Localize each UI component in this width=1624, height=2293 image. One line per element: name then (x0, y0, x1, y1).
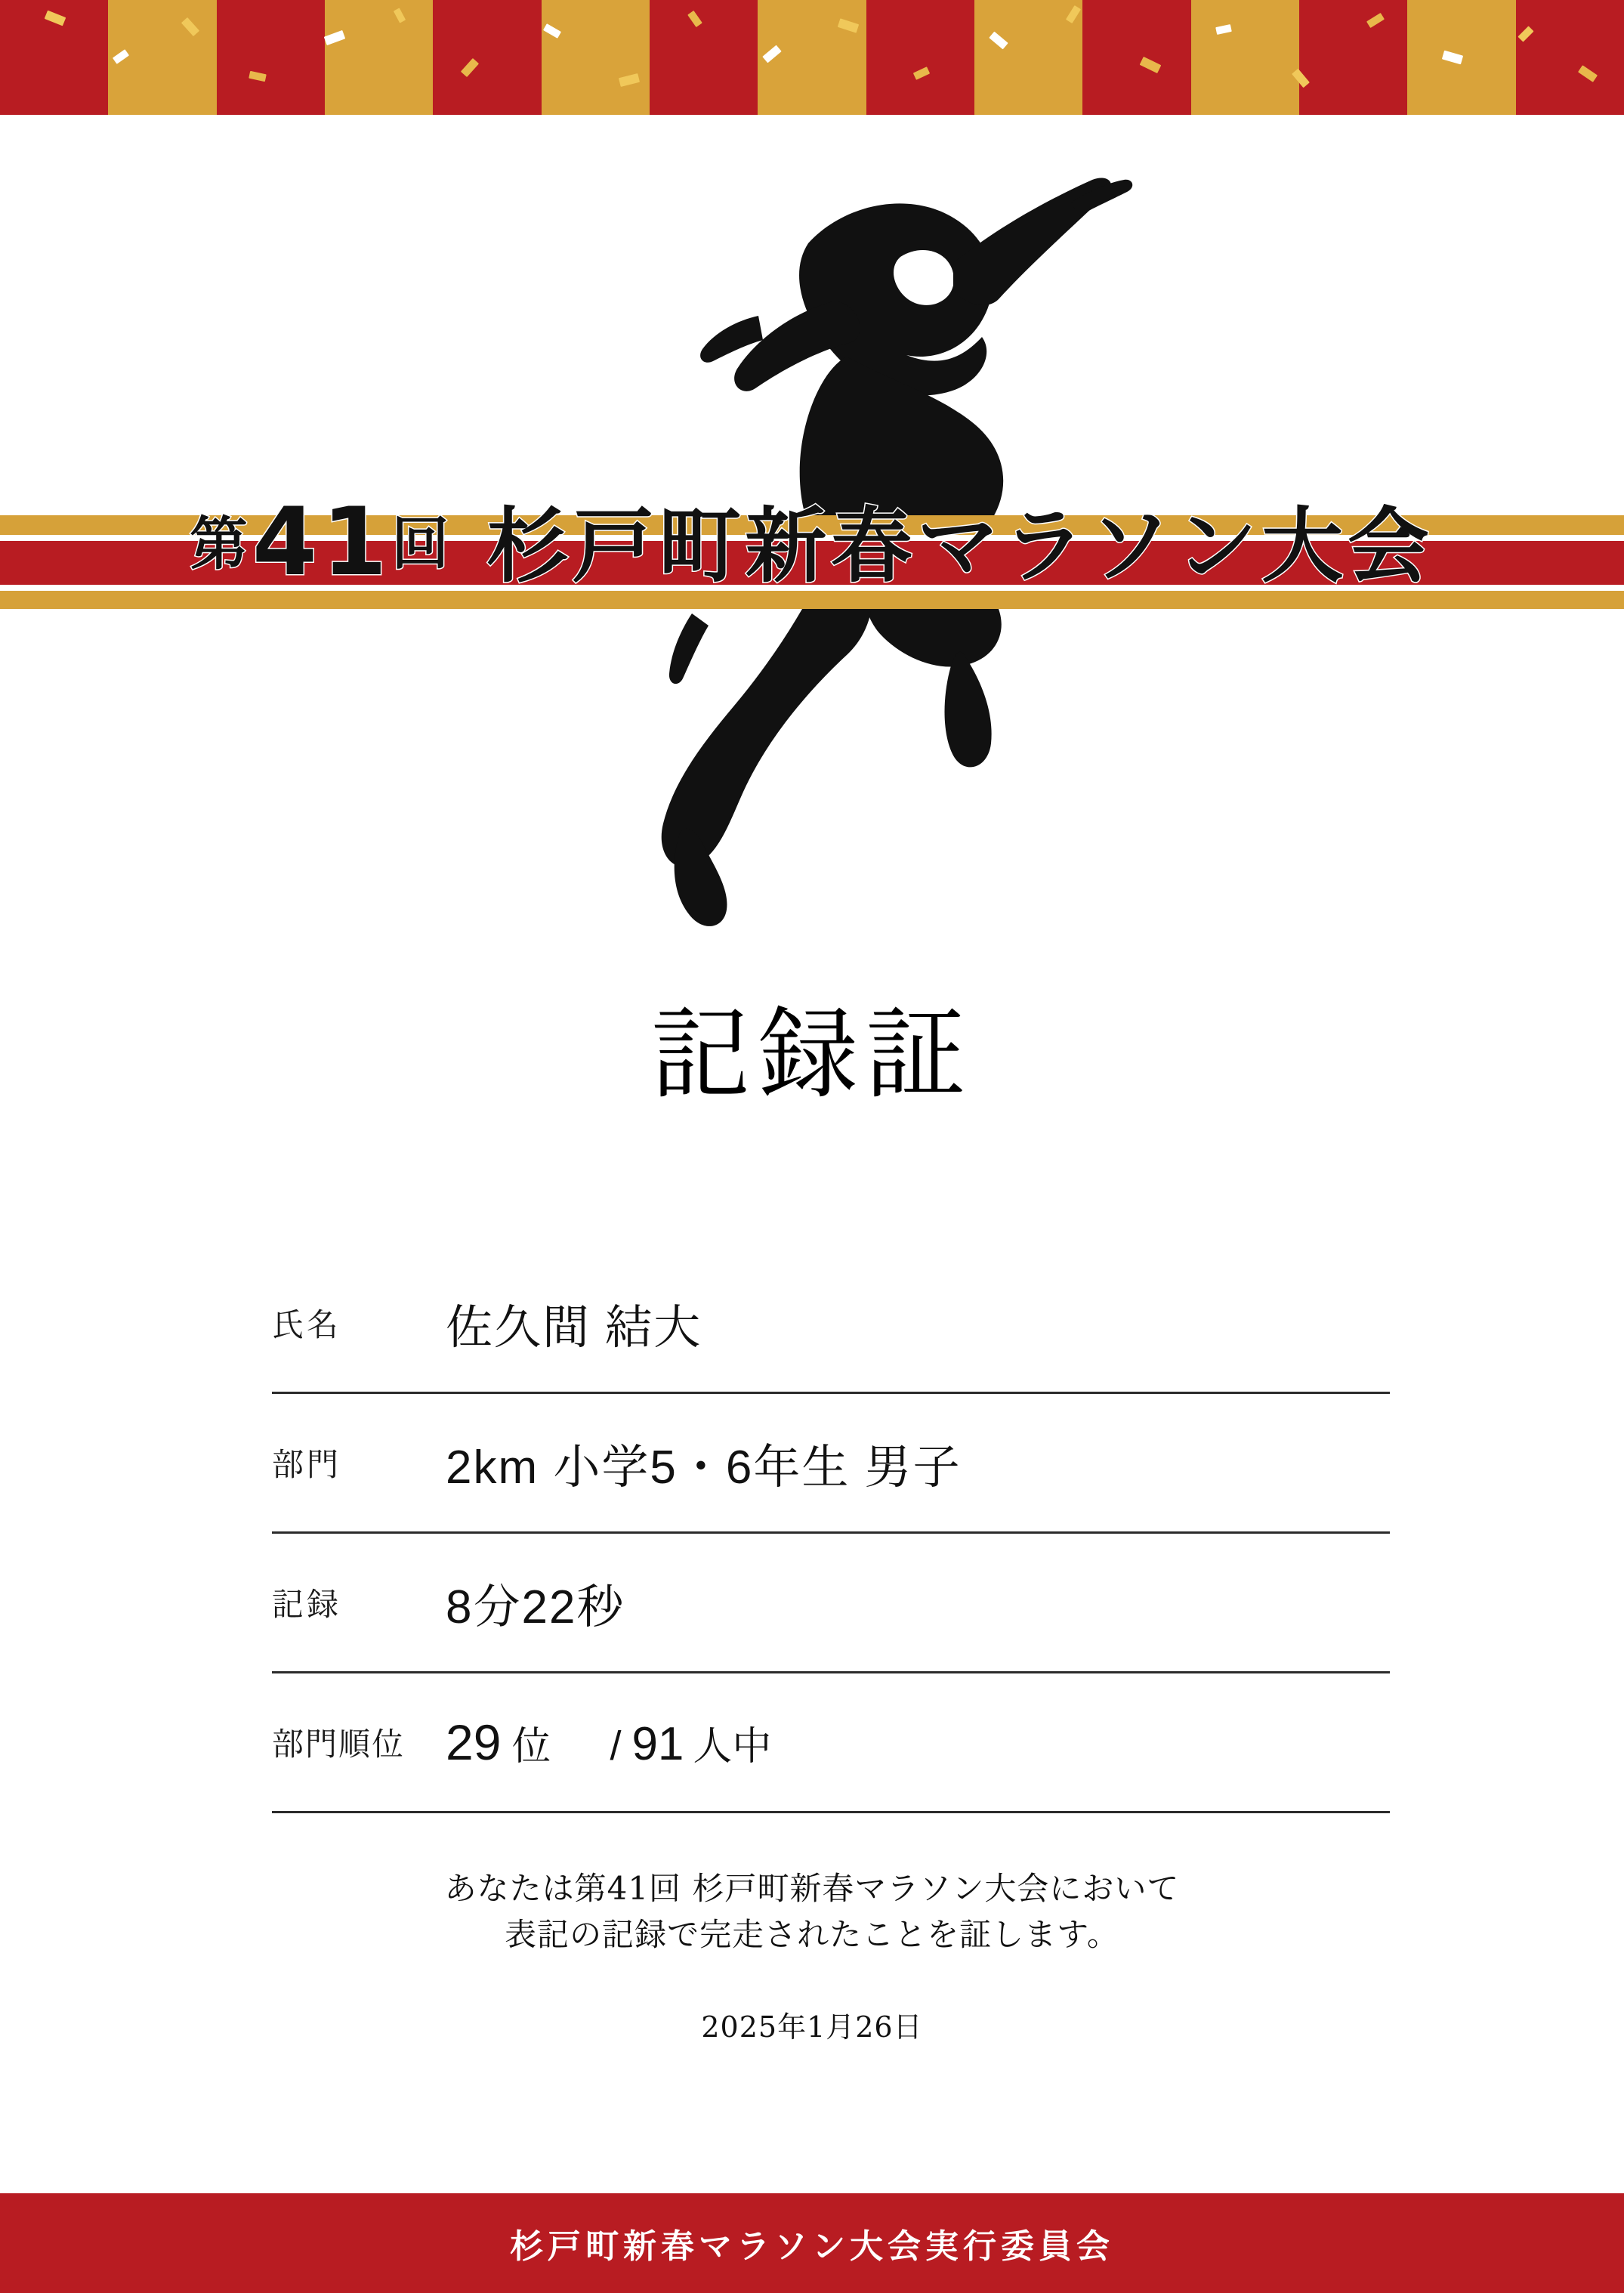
event-title-suffix: 回 (391, 510, 454, 577)
certificate-statement (0, 1866, 1624, 2045)
field-label-name: 氏名 (272, 1307, 342, 1343)
rank-total: 91 (631, 1718, 684, 1770)
hero-section (0, 115, 1624, 991)
event-title-name: 杉戸町新春マラソン大会 (486, 499, 1434, 594)
field-value-rank (446, 1714, 771, 1771)
statement-line-2: 表記の記録で完走されたことを証します。 (505, 1915, 1119, 1953)
event-title (0, 488, 1624, 597)
table-row-record (272, 1534, 1390, 1673)
field-label-category: 部門 (272, 1447, 342, 1482)
statement-line-1: あなたは第41回 杉戸町新春マラソン大会において (444, 1870, 1180, 1907)
field-value-name: 佐久間 結大 (446, 1301, 702, 1354)
event-title-prefix: 第 (190, 510, 252, 577)
record-info-table (272, 1254, 1390, 1813)
table-row-rank (272, 1673, 1390, 1813)
event-title-ribbon (0, 488, 1624, 636)
organizer-name: 杉戸町新春マラソン大会実行委員会 (510, 2227, 1114, 2266)
footer-bar (0, 2193, 1624, 2293)
issue-date: 2025年1月26日 (701, 2010, 923, 2044)
page-title: 記録証 (651, 997, 973, 1113)
rank-position: 29 (446, 1714, 502, 1770)
field-label-record: 記録 (272, 1587, 342, 1622)
table-row-category (272, 1394, 1390, 1534)
rank-total-unit: 人中 (693, 1725, 772, 1769)
field-value-record: 8分22秒 (446, 1581, 625, 1633)
table-row-name (272, 1254, 1390, 1394)
rank-position-unit: 位 (511, 1725, 551, 1769)
rank-separator: / (610, 1723, 622, 1769)
field-label-rank: 部門順位 (272, 1726, 406, 1762)
field-value-category: 2km 小学5・6年生 男子 (446, 1441, 962, 1494)
event-title-number: 41 (252, 488, 392, 597)
top-decorative-band (0, 0, 1624, 115)
